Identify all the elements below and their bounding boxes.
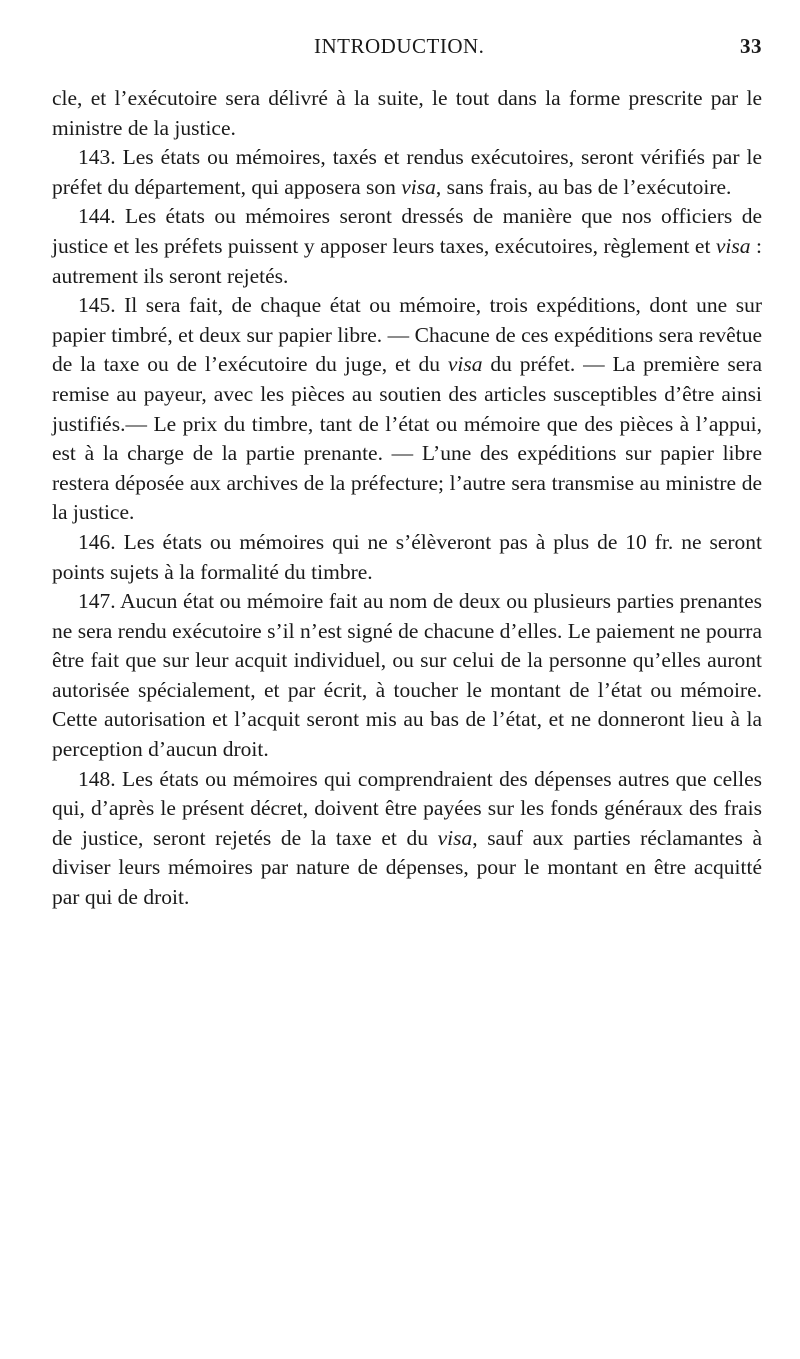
paragraph-text: cle, et l’exécutoire sera délivré à la suite, le tout dans la forme prescrite par le ministre de la justice. bbox=[52, 86, 762, 140]
paragraph-text: , sauf aux parties réclamantes à diviser leurs mémoires par nature de dépenses, pour le montant en être acquitté par qui de droit. bbox=[52, 825, 762, 910]
paragraph-text: Les états ou mémoires qui comprendraient des dépenses autres que celles qui, d’après le présent décret, doivent être payées sur les fonds généraux des frais de justice, seront rejetés de la taxe et du bbox=[52, 766, 762, 850]
paragraph bbox=[52, 587, 762, 765]
article-number: 143. bbox=[78, 145, 116, 170]
paragraph bbox=[52, 84, 762, 143]
italic-term: visa bbox=[401, 174, 436, 199]
italic-term: visa bbox=[715, 233, 751, 258]
running-title: INTRODUCTION. bbox=[314, 34, 485, 58]
paragraph bbox=[52, 291, 762, 528]
article-number: 145. bbox=[78, 293, 116, 318]
page-number: 33 bbox=[740, 34, 762, 58]
paragraph-text: : autrement ils seront rejetés. bbox=[52, 233, 762, 288]
paragraph bbox=[52, 143, 762, 202]
article-number: 147. bbox=[78, 589, 116, 614]
paragraph bbox=[52, 202, 762, 291]
paragraph-text: Les états ou mémoires seront dressés de manière que nos officiers de justice et les préfets puissent y apposer leurs taxes, exécutoires, règlement et bbox=[52, 204, 762, 258]
paragraph-text: du préfet. — La première sera remise au payeur, avec les pièces au soutien des articles susceptibles d’être ainsi justifiés.— Le prix du timbre, tant de l’état ou mémoire que des pièces à l’appui, est à la charge de la partie prenante. — L’une des expéditions sur papier libre restera déposée aux archives de la préfecture; l’autre sera transmise au ministre de la justice. bbox=[52, 352, 763, 525]
paragraph-text: Il sera fait, de chaque état ou mémoire, trois expéditions, dont une sur papier timbré, et deux sur papier libre. — Chacune de ces expéditions sera revêtue de la taxe ou de l’exécutoire du juge, et du bbox=[52, 293, 762, 377]
running-head bbox=[52, 34, 762, 68]
paragraph-text: Les états ou mémoires, taxés et rendus exécutoires, seront vérifiés par le préfet du département, qui apposera son bbox=[52, 145, 762, 199]
article-number: 144. bbox=[78, 204, 116, 229]
paragraph bbox=[52, 765, 762, 913]
article-number: 146. bbox=[78, 529, 116, 554]
paragraph-text: Aucun état ou mémoire fait au nom de deux ou plusieurs parties prenantes ne sera rendu exécutoire s’il n’est signé de chacune d’elles. Le paiement ne pourra être fait que sur leur acquit individuel, ou sur celui de la personne qu’elles auront autorisée spécialement, et par écrit, à toucher le montant de l’état ou mémoire. Cette autorisation et l’acquit seront mis au bas de l’état, et ne donneront lieu à la perception d’aucun droit. bbox=[52, 589, 762, 762]
article-number: 148. bbox=[78, 766, 116, 791]
body-text bbox=[52, 84, 762, 913]
italic-term: visa bbox=[447, 352, 483, 377]
italic-term: visa bbox=[437, 825, 473, 850]
paragraph-text: , sans frais, au bas de l’exécutoire. bbox=[435, 174, 732, 199]
book-page bbox=[52, 34, 762, 913]
paragraph-text: Les états ou mémoires qui ne s’élèveront pas à plus de 10 fr. ne seront points sujets à la formalité du timbre. bbox=[52, 529, 762, 584]
paragraph bbox=[52, 528, 762, 587]
